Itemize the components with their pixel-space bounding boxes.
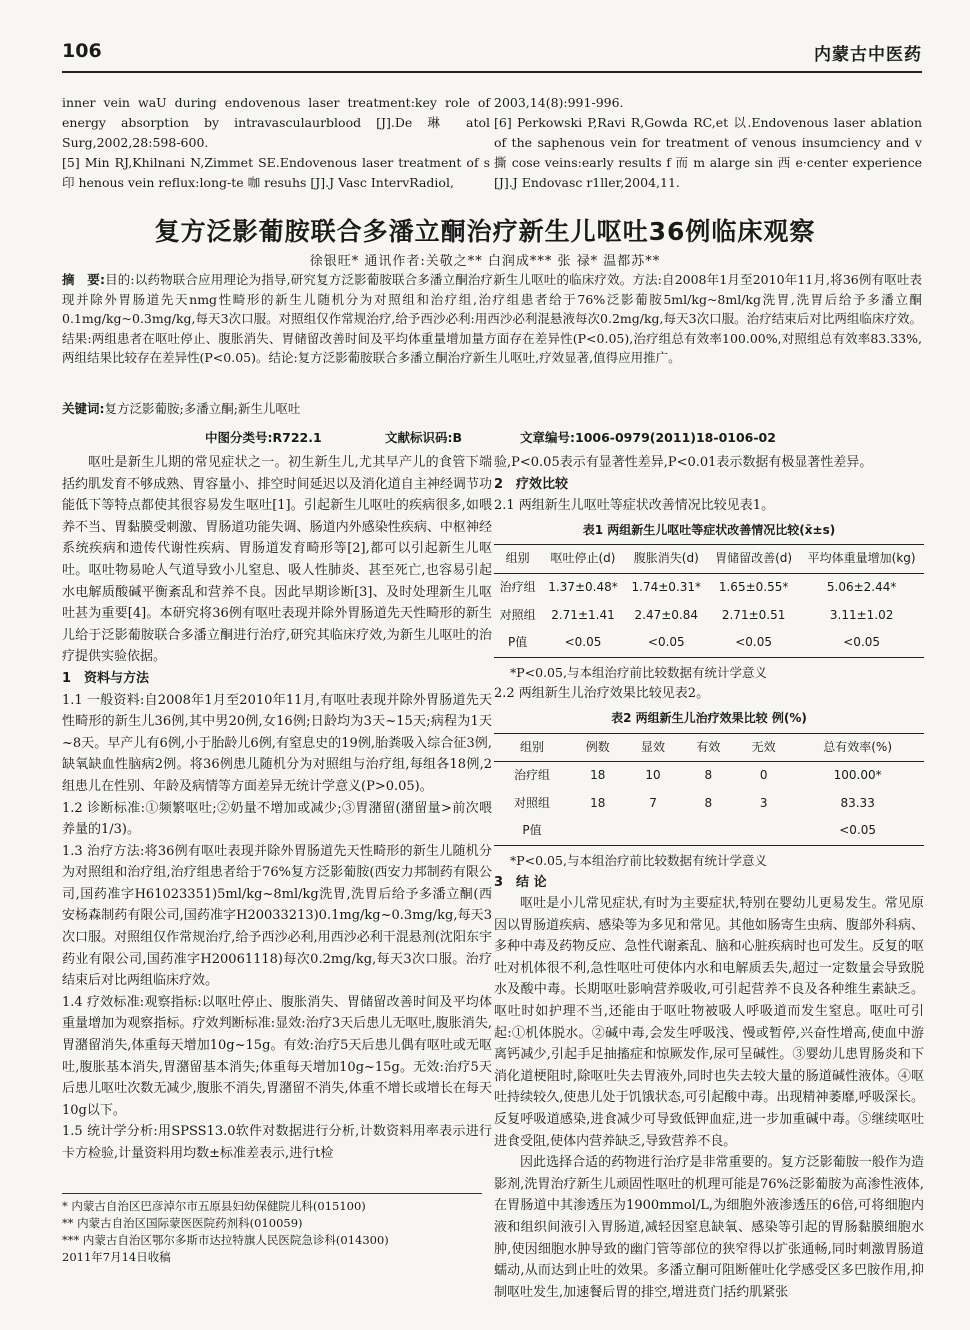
keywords-label: 关键词: bbox=[62, 401, 105, 416]
table1-note: *P<0.05,与本组治疗前比较数据有统计学意义 bbox=[510, 664, 767, 680]
table-row: 对照组 2.71±1.41 2.47±0.84 2.71±0.51 3.11±1.02 bbox=[499, 607, 894, 622]
table-row: P值 <0.05 <0.05 <0.05 <0.05 bbox=[494, 629, 924, 657]
table-row: P值 <0.05 bbox=[494, 817, 924, 845]
table2 bbox=[494, 733, 924, 846]
footnote: *** 内蒙古自治区鄂尔多斯市达拉特旗人民医院急诊科(014300) bbox=[62, 1233, 389, 1247]
table-header-row bbox=[494, 545, 924, 574]
paragraph: 因此选择合适的药物进行治疗是非常重要的。复方泛影葡胺一般作为造影剂,洗胃治疗新生儿顽固性呕吐的机理可能是76%泛影葡胺为高渗性液体,在胃肠道中其渗透压为1900mmol/L,为细胞外液渗透压的6倍,可将细胞内液和组织间液引入胃肠道,减轻因窒息缺氧、感染等引起的胃肠黏膜细胞水肿,使因细胞水肿导致的幽门管等部位的狭窄得以扩张通畅,同时刺激胃肠道蠕动,从而达到止吐的效果。多潘立酮可阻断催吐化学感受区多巴胺作用,抑制呕吐发生,加速餐后胃的排空,增进贲门括约肌紧张 bbox=[494, 1155, 924, 1300]
reference-item: [5] Min RJ,Khilnani N,Zimmet SE.Endovenous laser treatment of s 印 henous vein reflux:long-te 咖 resuhs [J].J Vasc IntervRadiol, bbox=[62, 155, 490, 190]
header-rule bbox=[62, 71, 922, 73]
table2-caption: 表2 两组新生儿治疗效果比较 例(%) bbox=[611, 710, 807, 725]
table-header: 组别 bbox=[505, 551, 530, 566]
abstract bbox=[62, 270, 922, 368]
abstract-text: 目的:以药物联合应用理论为指导,研究复方泛影葡胺联合多潘立酮治疗新生儿呕吐的临床疗效。方法:自2008年1月至2010年11月,将36例有呕吐表现并除外胃肠道先天nmg性畸形的新生儿随机分为对照组和治疗组,治疗组患者给于76%泛影葡胺5ml/kg~8ml/kg洗胃,洗胃后给予多潘立酮0.1mg/kg~0.3mg/kg,每天3次口服。对照组仅作常规治疗,给予西沙必利:用西沙必利混悬液每次0.2mg/kg,每天3次口服。治疗结束后对比两组临床疗效。结果:两组患者在呕吐停止、腹胀消失、胃储留改善时间及平均体重量增加量方面存在差异性(P<0.05),治疗组总有效率100.00%,对照组总有效率83.33%,两组结果比较存在差异性(P<0.05)。结论:复方泛影葡胺联合多潘立酮治疗新生儿呕吐,疗效显著,值得应用推广。 bbox=[62, 272, 923, 365]
table-header: 腹胀消失(d) bbox=[633, 551, 699, 566]
footnotes bbox=[62, 1193, 482, 1266]
table-header: 有效 bbox=[696, 739, 721, 754]
table-header: 组别 bbox=[520, 739, 545, 754]
abstract-label: 摘 要: bbox=[62, 272, 105, 287]
section-heading: 2 疗效比较 bbox=[494, 476, 569, 492]
right-column bbox=[494, 452, 924, 1303]
table-header: 总有效率(%) bbox=[823, 739, 893, 754]
table-header: 呕吐停止(d) bbox=[550, 551, 616, 566]
page-number: 106 bbox=[62, 40, 102, 62]
document-code: 文献标识码:B bbox=[385, 430, 463, 445]
table-header: 例数 bbox=[585, 739, 610, 754]
footnote: ** 内蒙古自治区国际蒙医医院药剂科(010059) bbox=[62, 1216, 303, 1230]
references-left bbox=[62, 93, 490, 193]
table-header: 胃储留改善(d) bbox=[715, 551, 793, 566]
table-header: 无效 bbox=[751, 739, 776, 754]
table1 bbox=[494, 544, 924, 657]
reference-item: [6] Perkowski P,Ravi R,Gowda RC,et 以.Endovenous laser ablation of the saphenous vein for treatment of venous insumciency and v 撕 cose veins:early results f 而 m alarge sin 西 e·center experience [J].J Endovasc r1ller,2004,11. bbox=[494, 115, 922, 190]
left-column bbox=[62, 452, 492, 1165]
paragraph: 呕吐是小儿常见症状,有时为主要症状,特别在婴幼儿更易发生。常见原因以胃肠道疾病、感染等为多见和常见。其他如肠寄生虫病、腹部外科病、多种中毒及药物反应、急性代谢紊乱、脑和心脏疾病时也可发生。反复的呕吐对机体很不利,急性呕吐可使体内水和电解质丢失,超过一定数量会导致脱水及酸中毒。长期呕吐影响营养吸收,可引起营养不良及各种维生素缺乏。呕吐时如护理不当,还能由于呕吐物被吸人呼吸道而发生窒息。呕吐可引起:①机体脱水。②碱中毒,会发生呼吸浅、慢或暂停,兴奋性增高,使血中游离钙减少,引起手足抽搐症和惊厥发作,尿可呈碱性。③婴幼儿患胃肠炎和下消化道梗阻时,除呕吐失去胃液外,同时也失去较大量的肠道碱性液体。④呕吐持续较久,使患儿处于饥饿状态,可引起酸中毒。出现精神萎靡,呼吸深长。反复呼吸道感染,进食减少可导致低钾血症,进一步加重碱中毒。⑤继续呕吐进食受阻,使体内营养缺乏,导致营养不良。 bbox=[494, 896, 924, 1149]
paragraph: 2.1 两组新生儿呕吐等症状改善情况比较见表1。 bbox=[494, 498, 775, 514]
article-authors: 徐银旺* 通讯作者:关敬之** 白润成*** 张 禄* 温都苏** bbox=[309, 254, 661, 269]
section-heading: 3 结 论 bbox=[494, 874, 547, 890]
reference-item: 2003,14(8):991-996. bbox=[494, 95, 624, 110]
running-header bbox=[62, 40, 922, 66]
table-row: 治疗组 18 10 8 0 100.00* bbox=[514, 768, 882, 783]
received-date: 2011年7月14日收稿 bbox=[62, 1250, 171, 1264]
table2-note: *P<0.05,与本组治疗前比较数据有统计学意义 bbox=[510, 852, 767, 868]
section-heading: 1 资料与方法 bbox=[62, 670, 150, 686]
table-row: 治疗组 1.37±0.48* 1.74±0.31* 1.65±0.55* 5.06±2.44* bbox=[499, 579, 897, 594]
keywords-text: 复方泛影葡胺;多潘立酮;新生儿呕吐 bbox=[104, 401, 301, 416]
paragraph: 1.4 疗效标准:观察指标:以呕吐停止、腹胀消失、胃储留改善时间及平均体重量增加为观察指标。疗效判断标准:显效:治疗3天后患儿无呕吐,腹胀消失,胃潴留消失,体重每天增加10g~15g。有效:治疗5天后患儿偶有呕吐或无呕吐,腹胀基本消失,胃潴留基本消失;体重每天增加10g~15g。无效:治疗5天后患儿呕吐次数无减少,腹胀不消失,胃潴留不消失,体重不增长或增长在每天10g以下。 bbox=[62, 994, 492, 1118]
reference-item: inner vein waU during endovenous laser treatment:key role of energy absorption by intravasculaurblood [J].De 琳 atol Surg,2002,28:598-600. bbox=[62, 95, 490, 150]
table1-caption: 表1 两组新生儿呕吐等症状改善情况比较(x̄±s) bbox=[582, 522, 836, 537]
paragraph: 1.5 统计学分析:用SPSS13.0软件对数据进行分析,计数资料用率表示进行卡方检验,计量资料用均数±标准差表示,进行t检 bbox=[62, 1124, 492, 1161]
keywords bbox=[62, 399, 922, 417]
article-number: 文章编号:1006-0979(2011)18-0106-02 bbox=[520, 430, 776, 445]
article-title: 复方泛影葡胺联合多潘立酮治疗新生儿呕吐36例临床观察 bbox=[154, 217, 816, 246]
table-header-row bbox=[494, 733, 924, 762]
intro-paragraph: 呕吐是新生儿期的常见症状之一。初生新生儿,尤其早产儿的食管下端括约肌发育不够成熟、胃容量小、排空时间延迟以及消化道自主神经调节功能低下等特点都使其很容易发生呕吐[1]。引起新生儿呕吐的疾病很多,如喂养不当、胃黏膜受刺激、胃肠道功能失调、肠道内外感染性疾病、中枢神经系统疾病和遗传代谢性疾病、胃肠道发育畸形等[2],都可以引起新生儿呕吐。呕吐物易呛人气道导致小儿窒息、吸人性肺炎、甚至死亡,也容易引起水电解质酸碱平衡紊乱和营养不良。因此早期诊断[3]、及时处理新生儿呕吐甚为重要[4]。本研究将36例有呕吐表现并除外胃肠道先天性畸形的新生儿给于泛影葡胺联合多潘立酮进行治疗,研究其临床疗效,为新生儿呕吐的治疗提供实验依据。 bbox=[62, 455, 492, 665]
paragraph: 1.2 诊断标准:①频繁呕吐;②奶量不增加或减少;③胃潴留(潴留量>前次喂养量的1/3)。 bbox=[62, 800, 492, 838]
paragraph: 验,P<0.05表示有显著性差异,P<0.01表示数据有极显著性差异。 bbox=[494, 455, 873, 470]
table-row: 对照组 18 7 8 3 83.33 bbox=[514, 795, 875, 810]
paragraph: 1.1 一般资料:自2008年1月至2010年11月,有呕吐表现并除外胃肠道先天性畸形的新生儿36例,其中男20例,女16例;日龄均为3天~15天;病程为1天~8天。早产儿有6例,小于胎龄儿6例,有窒息史的19例,胎粪吸入综合征3例,缺氧缺血性脑病2例。将36例患儿随机分为对照组与治疗组,每组各18例,2组患儿在性别、年龄及病情等方面差异无统计学意义(P>0.05)。 bbox=[62, 692, 492, 794]
references-right bbox=[494, 93, 922, 193]
footnote: * 内蒙古自治区巴彦淖尔市五原县妇幼保健院儿科(015100) bbox=[62, 1199, 366, 1213]
paragraph: 1.3 治疗方法:将36例有呕吐表现并除外胃肠道先天性畸形的新生儿随机分为对照组和治疗组,治疗组患者给于76%复方泛影葡胺(西安力邦制药有限公司,国药准字H61023351)5ml/kg~8ml/kg洗胃,洗胃后给予多潘立酮(西安杨森制药有限公司,国药准字H20033213)0.1mg/kg~0.3mg/kg,每天3次口服。对照组仅作常规治疗,给予西沙必利,用西沙必利干混悬剂(沈阳东宇药业有限公司,国药准字H20061118)每次0.2mg/kg,每天3次口服。治疗结束后对比两组临床疗效。 bbox=[62, 843, 492, 989]
table-header: 显效 bbox=[641, 739, 666, 754]
journal-name: 内蒙古中医药 bbox=[814, 45, 922, 65]
paragraph: 2.2 两组新生儿治疗效果比较见表2。 bbox=[494, 686, 710, 702]
table-header: 平均体重量增加(kg) bbox=[807, 551, 916, 566]
clc-number: 中图分类号:R722.1 bbox=[205, 430, 322, 445]
